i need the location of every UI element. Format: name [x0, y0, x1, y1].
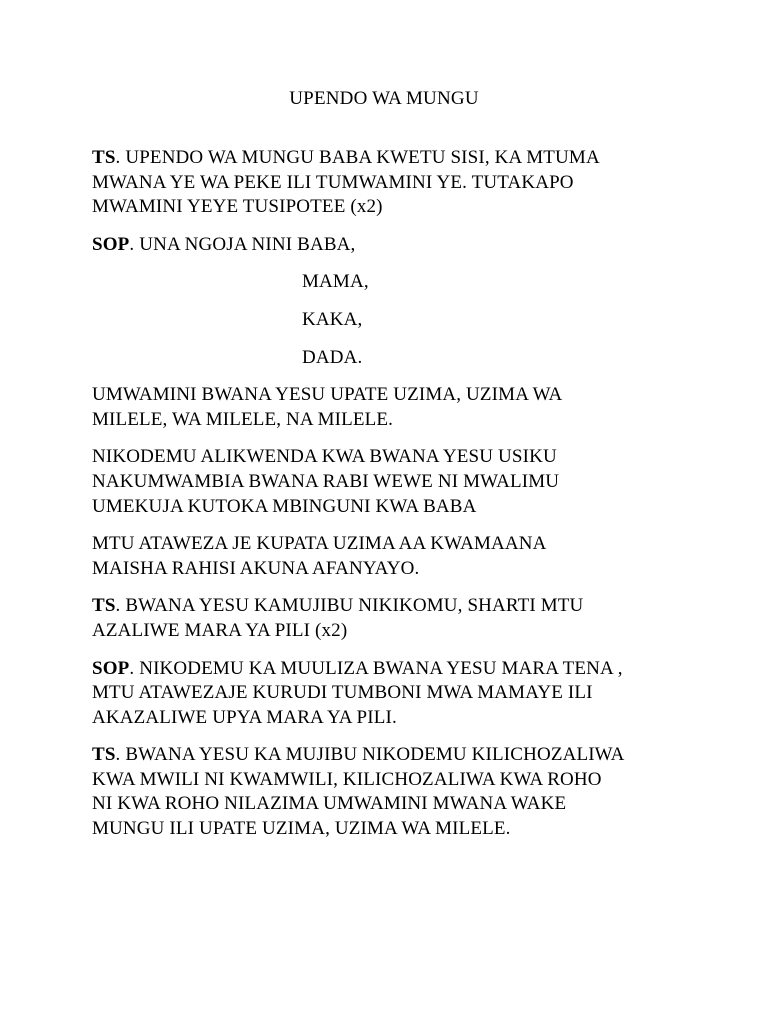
lyrics-line: MAISHA RAHISI AKUNA AFANYAYO. [92, 557, 420, 579]
lyrics-line: NAKUMWAMBIA BWANA RABI WEWE NI MWALIMU [92, 470, 560, 492]
lyrics-paragraph [92, 532, 692, 581]
indented-item: MAMA, [302, 271, 369, 293]
lyrics-line [92, 743, 692, 768]
lyrics-line [92, 657, 692, 682]
lyrics-line: MTU ATAWEZA JE KUPATA UZIMA AA KWAMAANA [92, 533, 547, 555]
lyrics-line [92, 146, 692, 171]
lyrics-line-text: . UPENDO WA MUNGU BABA KWETU SISI, KA MTUMA [115, 147, 600, 168]
lyrics-line: MTU ATAWEZAJE KURUDI TUMBONI MWA MAMAYE ILI [92, 682, 593, 704]
lyrics-line: NI KWA ROHO NILAZIMA UMWAMINI MWANA WAKE [92, 793, 567, 815]
part-tag-sop: SOP [92, 657, 130, 679]
lyrics-line [92, 233, 692, 258]
lyrics-paragraph-ts-2 [92, 594, 692, 643]
lyrics-paragraph [92, 445, 692, 519]
lyrics-line: UMWAMINI BWANA YESU UPATE UZIMA, UZIMA WA [92, 384, 563, 406]
lyrics-body [92, 146, 692, 855]
lyrics-line: MILELE, WA MILELE, NA MILELE. [92, 408, 394, 430]
lyrics-line-text: . UNA NGOJA NINI BABA, [129, 233, 356, 255]
lyrics-line: AZALIWE MARA YA PILI (x2) [92, 619, 348, 641]
lyrics-paragraph-ts-3 [92, 743, 692, 841]
part-tag-ts: TS [92, 595, 116, 617]
lyrics-line: MUNGU ILI UPATE UZIMA, UZIMA WA MILELE. [92, 818, 511, 840]
part-tag-ts: TS [92, 147, 116, 168]
lyrics-paragraph-ts-1 [92, 146, 692, 220]
lyrics-line-text: . BWANA YESU KAMUJIBU NIKIKOMU, SHARTI MTU [115, 595, 584, 617]
indented-item: KAKA, [302, 308, 363, 330]
lyrics-paragraph-sop-2 [92, 657, 692, 731]
lyrics-line [92, 594, 692, 619]
lyrics-paragraph-sop-1 [92, 233, 692, 258]
lyrics-line: MWAMINI YEYE TUSIPOTEE (x2) [92, 196, 383, 218]
indented-item: DADA. [302, 346, 363, 368]
lyrics-line: KWA MWILI NI KWAMWILI, KILICHOZALIWA KWA ROHO [92, 768, 602, 790]
part-tag-sop: SOP [92, 233, 130, 255]
lyrics-line-text: . BWANA YESU KA MUJIBU NIKODEMU KILICHOZALIWA [115, 744, 625, 766]
lyrics-line-text: . NIKODEMU KA MUULIZA BWANA YESU MARA TENA , [129, 657, 623, 679]
song-title: UPENDO WA MUNGU [289, 88, 479, 109]
lyrics-paragraph [92, 383, 692, 432]
lyrics-line: MWANA YE WA PEKE ILI TUMWAMINI YE. TUTAKAPO [92, 171, 574, 193]
part-tag-ts: TS [92, 744, 116, 766]
lyrics-line: NIKODEMU ALIKWENDA KWA BWANA YESU USIKU [92, 446, 557, 468]
indented-list [92, 270, 692, 370]
lyrics-line: UMEKUJA KUTOKA MBINGUNI KWA BABA [92, 495, 477, 517]
lyrics-line: AKAZALIWE UPYA MARA YA PILI. [92, 706, 397, 728]
